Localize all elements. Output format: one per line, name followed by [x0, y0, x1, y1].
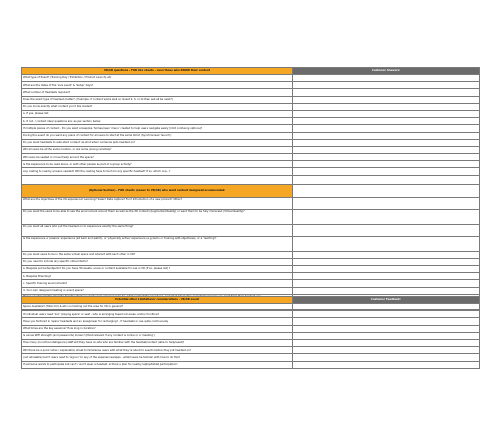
limitations-header: Potential other Limitations/ considerations - VR/XR event	[22, 297, 293, 304]
table-row	[22, 96, 480, 103]
answer-cell[interactable]	[293, 266, 480, 273]
table-row	[22, 332, 480, 339]
question-cell: Is the experience a 'passive' experience (sit back and watch), or 'physically active' experience (e.g.demo or training with objectives), or a 'reacting'?	[22, 236, 293, 251]
question-cell: Do you want users to be in the same virtual space and interact with each other in VR?	[22, 251, 293, 258]
table-row	[22, 304, 480, 311]
answers-header: Customer Answers:	[293, 68, 480, 75]
optional-section-header	[22, 184, 480, 197]
table-row	[22, 154, 480, 161]
answer-cell[interactable]	[293, 339, 480, 346]
limitations-table	[21, 296, 480, 369]
question-cell: If someone wants to participate but can't / won't wear a headset, is there a plan for nearby laptop/tablet participation?	[22, 361, 293, 368]
table-header	[22, 297, 480, 304]
answer-cell[interactable]	[293, 125, 480, 132]
answer-cell[interactable]	[293, 347, 480, 354]
table-row	[22, 273, 480, 280]
question-cell: What are the dates of the 'Live event' & 'Setup' days?	[22, 82, 293, 89]
answer-cell[interactable]	[293, 139, 480, 146]
table-row	[22, 361, 480, 368]
answer-cell[interactable]	[293, 280, 480, 287]
table-row	[22, 347, 480, 354]
table-row	[22, 161, 480, 168]
table-row	[22, 311, 480, 318]
table-row	[22, 325, 480, 332]
answer-cell[interactable]	[293, 332, 480, 339]
answer-cell[interactable]	[293, 361, 480, 368]
table-header	[22, 68, 480, 75]
question-cell: b. Bespoke Branding?	[22, 273, 293, 280]
question-cell: What number of Headsets required?	[22, 89, 293, 96]
table-row	[22, 287, 480, 294]
table-row	[22, 197, 480, 209]
table-row	[22, 258, 480, 265]
question-cell: If individual users need 'zoo' 'playing space' or seat - who is arranging taped out areas, and/or furniture?	[22, 311, 293, 318]
question-cell: Does the exact type of headset matter? ( Example: if content works well on Quest 2, 3, or Oi then sell all be used?)	[22, 96, 293, 103]
table-row	[22, 339, 480, 346]
question-cell: b. If not, / content idea/ questions are: as per section below	[22, 118, 293, 125]
answer-cell[interactable]	[293, 273, 480, 280]
table-row	[22, 236, 480, 251]
feedback-header: Customer Feedback:	[293, 297, 480, 304]
questions-table	[21, 67, 480, 310]
question-cell: Will all users be at the same location, or are some joining remotely?	[22, 146, 293, 153]
question-cell: What times are the key sessions? How long in duration?	[22, 325, 293, 332]
question-cell: a. If yes, please list:	[22, 110, 293, 117]
answer-cell[interactable]	[293, 89, 480, 96]
table-row	[22, 125, 480, 132]
table-row	[22, 354, 480, 361]
question-cell: If multiple pieces of content - Do you want a bespoke 'homescreen' menu' created to help users navigate easily (limit confusing options)?	[22, 125, 293, 132]
answer-cell[interactable]	[293, 154, 480, 161]
answer-cell[interactable]	[293, 209, 480, 224]
answer-cell[interactable]	[293, 161, 480, 168]
answer-cell[interactable]	[293, 311, 480, 318]
answer-cell[interactable]	[293, 287, 480, 294]
table-row	[22, 139, 480, 146]
answer-cell[interactable]	[293, 75, 480, 82]
table-row	[22, 280, 480, 287]
answer-cell[interactable]	[293, 304, 480, 311]
answer-cell[interactable]	[293, 236, 480, 251]
question-cell: c. Specific training environments?	[22, 280, 293, 287]
answer-cell[interactable]	[293, 103, 480, 110]
question-cell: Do you want headsets to auto-start content 'as shot when' someone puts headset on?	[22, 139, 293, 146]
questions-header: VR/AR questions - FOR ALL clients - even those who KNOW their content	[22, 68, 293, 75]
table-row	[22, 118, 480, 125]
table-row	[22, 318, 480, 325]
table-row	[22, 110, 480, 117]
answer-cell[interactable]	[293, 168, 480, 175]
question-cell: What are the objectives of the XR experience? Learning? Sales? Data capture? Fun? Introduction of a new product? Other?	[22, 197, 293, 209]
question-cell: Is venue WiFi strength (and passwords) known? (Most relevant if any content is online or a 'meeting')	[22, 332, 293, 339]
question-cell: Will there be a quick video / explanation sheet to familiarise users with what they're about to see/do before they put headset on?	[22, 347, 293, 354]
answer-cell[interactable]	[293, 325, 480, 332]
question-cell: How many (non-Hire Intelligence) staff will they have on-site who are familiar with the headset/content (able to help/reset)?	[22, 339, 293, 346]
question-cell: Do you want all users who put the headset on to experience exactly the same thing?	[22, 224, 293, 236]
answer-cell[interactable]	[293, 82, 480, 89]
spacer-row	[22, 175, 480, 184]
table-row	[22, 266, 480, 273]
answer-cell[interactable]	[293, 251, 480, 258]
answer-cell[interactable]	[293, 146, 480, 153]
answer-cell[interactable]	[293, 118, 480, 125]
answer-cell[interactable]	[293, 110, 480, 117]
question-cell: a. Bespoke products/objects? Do you have 3D assets, scans or content available for use in VR (if so, please list) ?	[22, 266, 293, 273]
question-cell: Have you factored in 'spare' headsets and an area/power for recharging? - If headsets in use quite continuously	[22, 318, 293, 325]
answer-cell[interactable]	[293, 197, 480, 209]
question-cell: Do you want the users to be able to see the environment around them as well as the XR content (Augmented Reality) or want them to be fully immersed (Virtual Reality)?	[22, 209, 293, 224]
answer-cell[interactable]	[293, 258, 480, 265]
answer-cell[interactable]	[293, 318, 480, 325]
question-cell: Space Available? (Total m2) & who is marking out the area for VR in general?	[22, 304, 293, 311]
question-cell: Do you need to include any specific virtual items?	[22, 258, 293, 265]
table-row	[22, 89, 480, 96]
answer-cell[interactable]	[293, 132, 480, 139]
question-cell: (not advisable) but if users need to 'sign-in' to any of the experiences/apps - willall users be familiar with how to do this?	[22, 354, 293, 361]
answer-cell[interactable]	[293, 224, 480, 236]
question-cell: What type of Event? (Training Day / Exhibition / Product Launch) etc	[22, 75, 293, 82]
table-row	[22, 103, 480, 110]
table-row	[22, 251, 480, 258]
question-cell: Do you know exactly what content you'd like loaded?	[22, 103, 293, 110]
table-row	[22, 75, 480, 82]
question-cell: During the event do you want any piece of content for all users to start at the same time? (Synchronised 'launch')	[22, 132, 293, 139]
table-row	[22, 168, 480, 175]
question-cell: Will users be seated or move freely around the space?	[22, 154, 293, 161]
answer-cell[interactable]	[293, 354, 480, 361]
table-row	[22, 132, 480, 139]
optional-section-title: (Optional Section) - FOR clients (newer to VR/AR) who want content designed/recommended:	[22, 184, 293, 197]
table-row	[22, 209, 480, 224]
question-cell: Is the experience to be used alone, or with other people as part of a group activity?	[22, 161, 293, 168]
table-row	[22, 82, 480, 89]
answer-cell[interactable]	[293, 96, 480, 103]
question-cell: d. Your own designed meeting or event space?	[22, 287, 293, 294]
table-row	[22, 146, 480, 153]
table-row	[22, 224, 480, 236]
question-cell: Any casting to nearby screens needed? Will the casting have to be from any specific headset? If so, which one...?	[22, 168, 293, 175]
